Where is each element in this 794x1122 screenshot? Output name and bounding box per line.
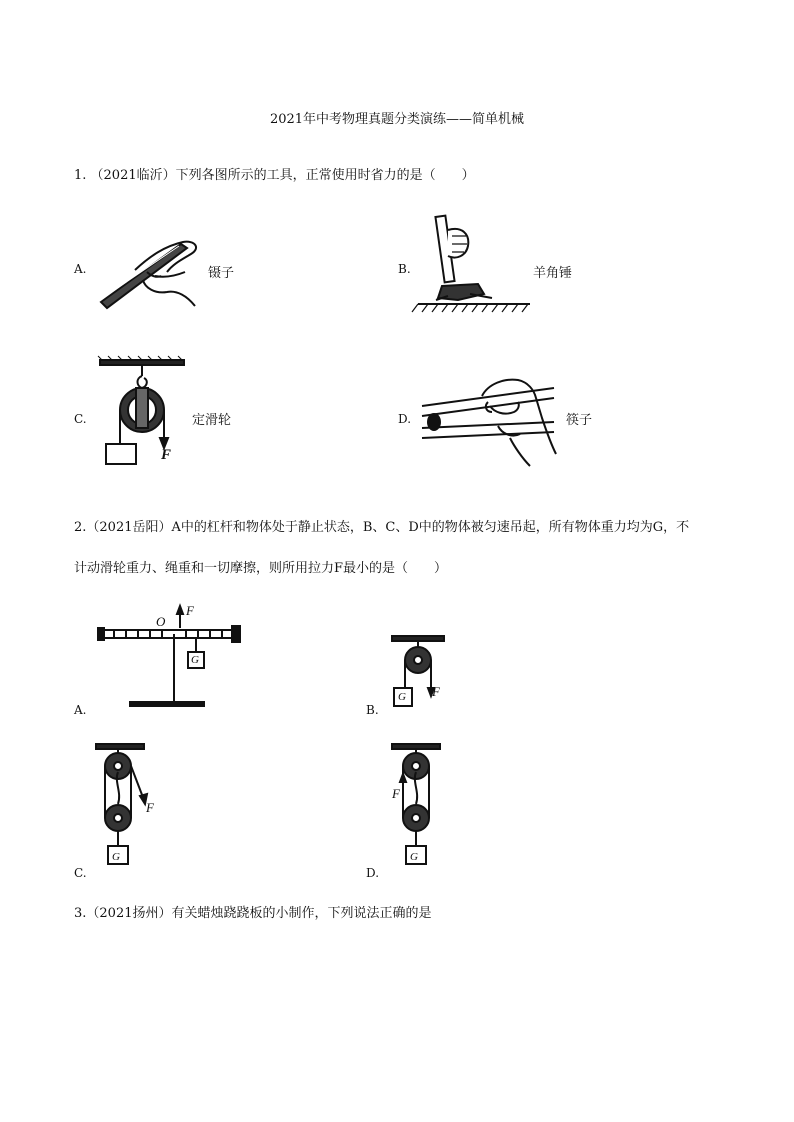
- q2-option-a-letter: A.: [74, 703, 87, 717]
- q1-option-b-caption: 羊角锤: [533, 266, 573, 281]
- q2-a-pivot-label: O: [156, 614, 166, 629]
- q1-option-c-letter: C.: [74, 412, 87, 426]
- q2-a-weight-label: G: [191, 654, 199, 666]
- q2-option-b-letter: B.: [366, 703, 379, 717]
- q1-option-a-letter: A.: [74, 262, 87, 276]
- q1-option-b-letter: B.: [398, 262, 411, 276]
- page-title: 2021年中考物理真题分类演练——简单机械: [269, 112, 525, 127]
- q1-option-c-caption: 定滑轮: [192, 413, 232, 428]
- q2-c-force-label: F: [146, 800, 154, 815]
- q2-a-force-label: F: [186, 603, 194, 618]
- q1-c-force-label: F: [161, 447, 172, 463]
- question-1-stem: 1. （2021临沂）下列各图所示的工具，正常使用时省力的是（ ）: [74, 168, 475, 183]
- q2-b-weight-label: G: [398, 691, 406, 703]
- question-2-stem-line2: 计动滑轮重力、绳重和一切摩擦，则所用拉力F最小的是（ ）: [74, 561, 448, 576]
- q2-b-force-label: F: [432, 684, 440, 699]
- q2-option-c-letter: C.: [74, 866, 87, 880]
- claw-hammer-image: [418, 212, 530, 320]
- q2-d-weight-label: G: [410, 851, 418, 863]
- q1-option-a-caption: 镊子: [208, 266, 235, 281]
- fixed-pulley-image: [98, 358, 186, 468]
- q2-d-force-label: F: [392, 786, 400, 801]
- question-3-stem: 3.（2021扬州）有关蜡烛跷跷板的小制作，下列说法正确的是: [74, 906, 432, 921]
- lever-image: [96, 604, 246, 712]
- question-2-stem-line1: 2.（2021岳阳）A中的杠杆和物体处于静止状态，B、C、D中的物体被匀速吊起，所有物体重力均为G，不: [74, 520, 690, 535]
- chopsticks-image: [418, 376, 560, 468]
- q1-option-d-letter: D.: [398, 412, 412, 426]
- pulley-block-d-image: [388, 742, 452, 874]
- q2-option-d-letter: D.: [366, 866, 380, 880]
- q1-option-d-caption: 筷子: [566, 413, 593, 428]
- tweezers-image: [95, 236, 205, 314]
- q2-c-weight-label: G: [112, 851, 120, 863]
